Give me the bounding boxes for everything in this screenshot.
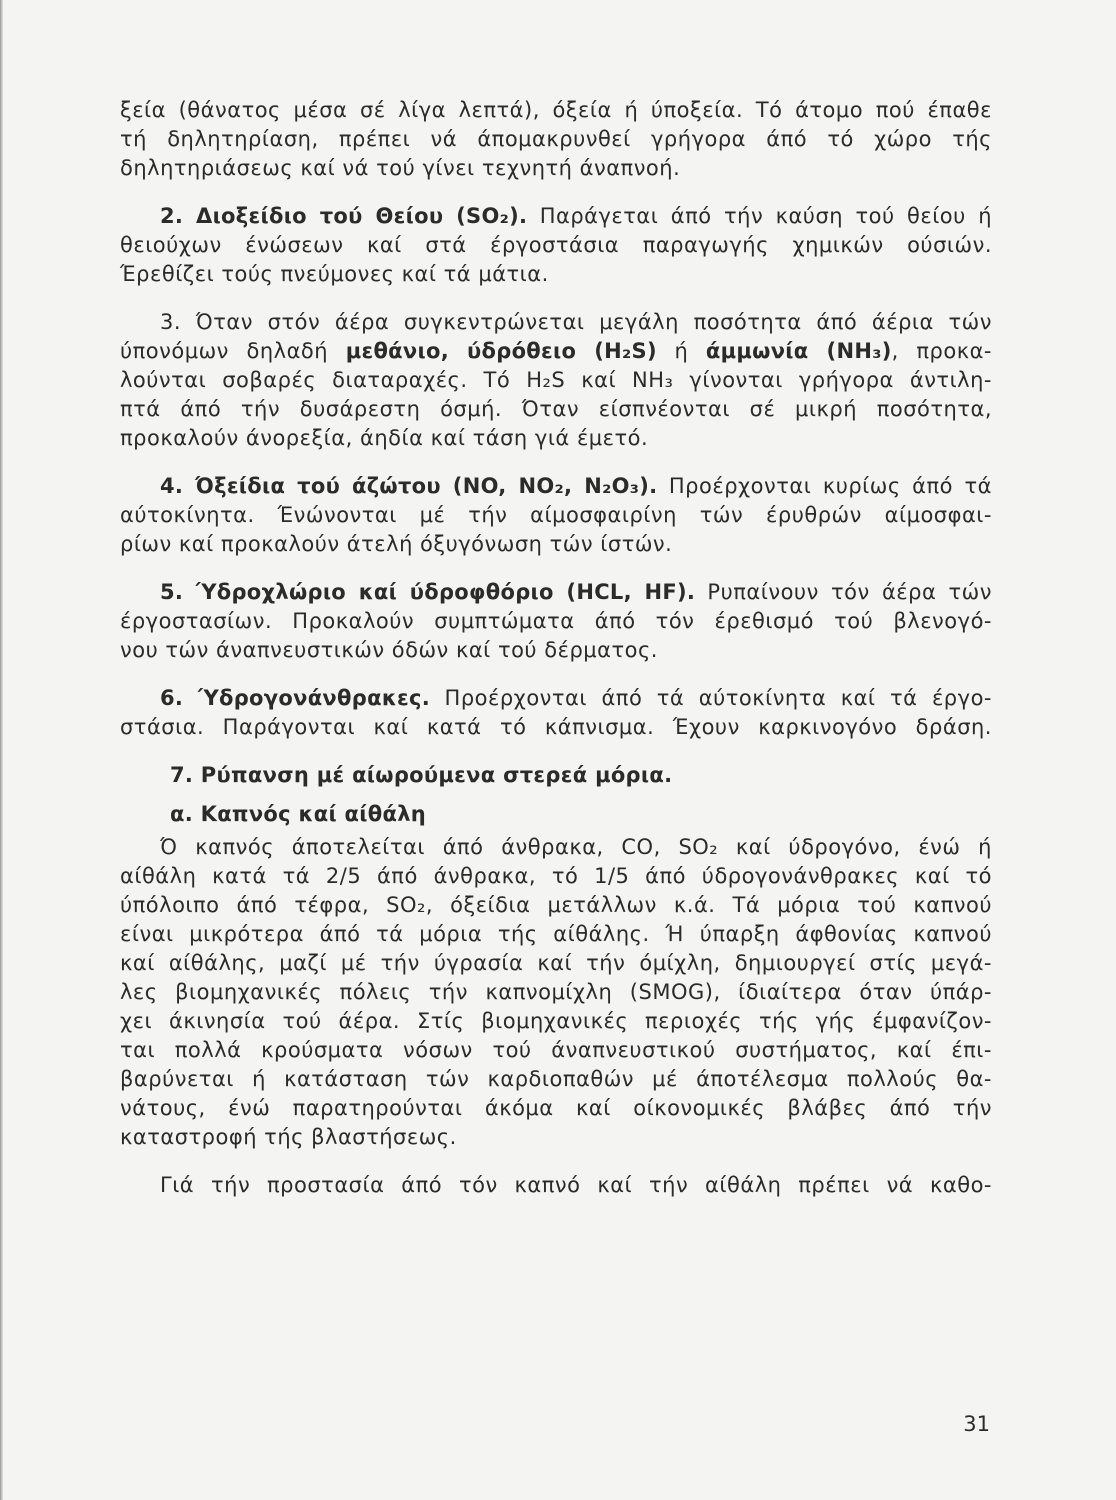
text-line [120,800,992,829]
text-run: ξεία (θάνατος μέσα σέ λίγα λεπτά), όξεία ή ύποξεία. Τό άτομο πού έπαθε [120,98,992,122]
text-run: αύτοκίνητα. Ένώνονται μέ τήν αίμοσφαιρίνη τών έρυθρών αίμοσφαι- [120,503,992,527]
text-run: δηλητηριάσεως καί νά τού γίνει τεχνητή άναπνοή. [120,156,681,180]
text-line [120,472,992,501]
text-run: πτά άπό τήν δυσάρεστη όσμή. Όταν είσπνέονται σέ μικρή ποσότητα, [120,397,992,421]
text-run: χει άκινησία τού άέρα. Στίς βιομηχανικές περιοχές τής γής έμφανίζον- [120,1009,992,1033]
text-line [120,607,992,636]
text-line [120,1036,992,1065]
bold-term: άμμωνία (NH₃) [705,339,892,363]
text-run: Ό καπνός άποτελείται άπό άνθρακα, CO, SO₂ καί ύδρογόνο, ένώ ή [160,835,992,859]
text-line [120,424,992,453]
text-line [120,501,992,530]
text-line [120,761,992,790]
text-run: στάσια. Παράγονται καί κατά τό κάπνισμα. Έχουν καρκινογόνο δράση. [120,715,992,739]
text-line [120,1094,992,1123]
text-run: καί αίθάλης, μαζί μέ τήν ύγρασία καί τήν όμίχλη, δημιουργεί στίς μεγά- [120,951,992,975]
text-run: Προέρχονται άπό τά αύτοκίνητα καί τά έργο- [430,686,992,710]
paragraph-hydrocarbons [120,684,992,742]
text-line [120,395,992,424]
text-run: έργοστασίων. Προκαλούν συμπτώματα άπό τόν έρεθισμό τού βλενογό- [120,609,992,633]
text-line [120,366,992,395]
text-run: Παράγεται άπό τήν καύση τού θείου ή [527,204,993,228]
text-line [120,978,992,1007]
text-run: Ρυπαίνουν τόν άέρα τών [695,580,993,604]
heading-text: 7. Ρύπανση μέ αίωρούμενα στερεά μόρια. [170,763,673,787]
text-run: ύπόλοιπο άπό τέφρα, SO₂, όξείδια μετάλλων κ.ά. Τά μόρια τού καπνού [120,893,992,917]
item-heading: 5. Ύδροχλώριο καί ύδροφθόριο (HCL, HF). [160,580,696,604]
section-heading [120,761,992,790]
text-line [120,125,992,154]
text-run: τή δηλητηρίαση, πρέπει νά άπομακρυνθεί γρήγορα άπό τό χώρο τής [120,127,992,151]
page-edge [0,0,3,1500]
paragraph-smoke-soot [120,833,992,1152]
text-line [120,308,992,337]
text-line [120,202,992,231]
text-line [120,337,992,366]
page-body [120,96,992,1219]
text-run: βαρύνεται ή κατάσταση τών καρδιοπαθών μέ άποτέλεσμα πολλούς θα- [120,1067,992,1091]
text-line [120,862,992,891]
text-run: ται πολλά κρούσματα νόσων τού άναπνευστικού συστήματος, καί έπι- [120,1038,992,1062]
paragraph-nitrogen-oxides [120,472,992,559]
text-line [120,833,992,862]
text-line [120,154,992,183]
text-line [120,891,992,920]
text-line [120,713,992,742]
text-run: λούνται σοβαρές διαταραχές. Τό H₂S καί NH₃ γίνονται γρήγορα άντιλη- [120,368,992,392]
text-run: , προκα- [891,339,992,363]
text-run: Προέρχονται κυρίως άπό τά [657,474,992,498]
text-run: λες βιομηχανικές πόλεις τήν καπνομίχλη (SMOG), ίδιαίτερα όταν ύπάρ- [120,980,992,1004]
text-run: ύπονόμων δηλαδή [120,339,346,363]
paragraph-sulfur-dioxide [120,202,992,289]
text-line [120,684,992,713]
paragraph-sewer-gases [120,308,992,453]
item-heading: 6. Ύδρογονάνθρακες. [160,686,431,710]
text-run: ή [656,339,706,363]
text-run: Γιά τήν προστασία άπό τόν καπνό καί τήν αίθάλη πρέπει νά καθο- [160,1173,992,1197]
text-run: προκαλούν άνορεξία, άηδία καί τάση γιά έμετό. [120,426,649,450]
text-run: Έρεθίζει τούς πνεύμονες καί τά μάτια. [120,262,549,286]
text-line [120,96,992,125]
text-run: νάτους, ένώ παρατηρούνται άκόμα καί οίκονομικές βλάβες άπό τήν [120,1096,992,1120]
text-line [120,1123,992,1152]
text-run: ρίων καί προκαλούν άτελή όξυγόνωση τών ίστών. [120,532,673,556]
text-run: 3. Όταν στόν άέρα συγκεντρώνεται μεγάλη ποσότητα άπό άέρια τών [160,310,992,334]
text-line [120,636,992,665]
text-run: είναι μικρότερα άπό τά μόρια τής αίθάλης. Ή ύπαρξη άφθονίας καπνού [120,922,992,946]
text-line [120,260,992,289]
text-line [120,231,992,260]
paragraph-protection [120,1171,992,1200]
text-line [120,530,992,559]
text-line [120,1065,992,1094]
text-line [120,1171,992,1200]
text-run: αίθάλη κατά τά 2/5 άπό άνθρακα, τό 1/5 άπό ύδρογονάνθρακες καί τό [120,864,992,888]
item-heading: 2. Διοξείδιο τού Θείου (SO₂). [160,204,528,228]
paragraph-intro [120,96,992,183]
text-line [120,920,992,949]
text-line [120,949,992,978]
subsection-heading [120,800,992,829]
bold-term: μεθάνιο, ύδρόθειο (H₂S) [345,339,657,363]
page-number: 31 [963,1412,990,1436]
item-heading: 4. Όξείδια τού άζώτου (NO, NO₂, N₂O₃). [160,474,658,498]
text-line [120,578,992,607]
paragraph-hydrogen-halides [120,578,992,665]
text-run: καταστροφή τής βλαστήσεως. [120,1125,457,1149]
text-line [120,1007,992,1036]
text-run: νου τών άναπνευστικών όδών καί τού δέρματος. [120,638,658,662]
heading-text: α. Καπνός καί αίθάλη [170,802,427,826]
text-run: θειούχων ένώσεων καί στά έργοστάσια παραγωγής χημικών ούσιών. [120,233,992,257]
